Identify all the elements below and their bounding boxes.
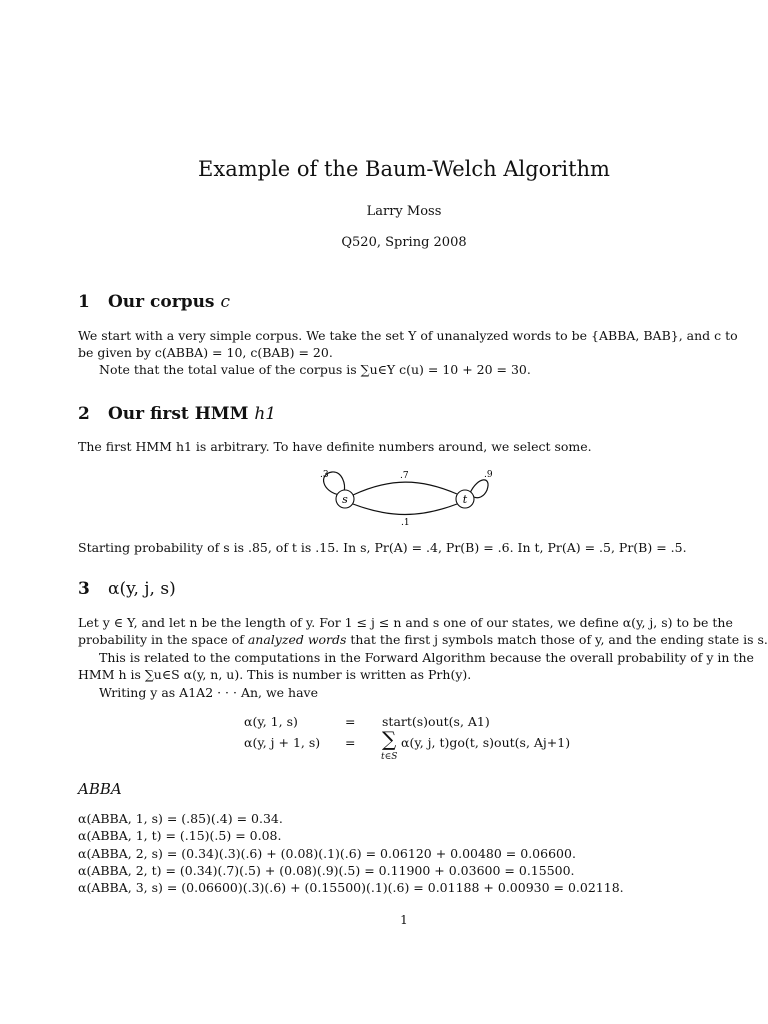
- abba-line-3: α(ABBA, 2, s) = (0.34)(.3)(.6) + (0.08)(.1)(.6) = 0.06120 + 0.00480 = 0.06600.: [78, 846, 576, 861]
- eq1-rhs: start(s)out(s, A1): [382, 714, 490, 729]
- abba-line-5: α(ABBA, 3, s) = (0.06600)(.3)(.6) + (0.15500)(.1)(.6) = 0.01188 + 0.00930 = 0.02118.: [78, 880, 624, 895]
- section-1-line-2: be given by c(ABBA) = 10, c(BAB) = 20.: [78, 345, 333, 360]
- section-2-title: Our first HMM: [108, 404, 249, 424]
- analyzed-words-emphasis: analyzed words: [247, 632, 347, 647]
- section-2-intro: The first HMM h1 is arbitrary. To have definite numbers around, we select some.: [78, 439, 592, 454]
- eq2-rhs: α(y, j, t)go(t, s)out(s, Aj+1): [401, 735, 571, 750]
- section-1-heading: [78, 292, 230, 312]
- section-3-heading: [78, 579, 176, 599]
- arc-s-to-t: [353, 482, 457, 495]
- section-2-math: h1: [254, 404, 277, 424]
- eq2-op: =: [345, 735, 356, 750]
- eq2-lhs: α(y, j + 1, s): [244, 735, 321, 750]
- abba-line-4: α(ABBA, 2, t) = (0.34)(.7)(.5) + (0.08)(.9)(.5) = 0.11900 + 0.03600 = 0.15500.: [78, 863, 575, 878]
- hmm-diagram: [300, 462, 510, 532]
- paper-title: Example of the Baum-Welch Algorithm: [198, 157, 610, 181]
- eq2-sum-sign: ∑: [382, 727, 397, 751]
- arc-t-to-s: [353, 504, 457, 515]
- section-3-p2-line-2: HMM h is ∑u∈S α(y, n, u). This is number is written as Prh(y).: [78, 667, 472, 682]
- section-3-p1-line-1: Let y ∈ Y, and let n be the length of y. For 1 ≤ j ≤ n and s one of our states, we define α(y, j, s) to be the: [78, 615, 733, 630]
- abba-line-2: α(ABBA, 1, t) = (.15)(.5) = 0.08.: [78, 828, 282, 843]
- t-to-s-prob: .1: [401, 518, 410, 528]
- eq1-lhs: α(y, 1, s): [244, 714, 298, 729]
- self-t-prob: .9: [484, 470, 493, 480]
- section-3-p2-line-1: This is related to the computations in the Forward Algorithm because the overall probability of y in the: [99, 650, 754, 665]
- eq2-sum-index: t∈S: [381, 752, 398, 762]
- section-1-number: 1: [78, 292, 90, 312]
- section-3-p3: Writing y as A1A2 · · · An, we have: [99, 685, 319, 700]
- author: Larry Moss: [366, 204, 442, 219]
- course-info: Q520, Spring 2008: [341, 235, 467, 250]
- state-t-label: t: [462, 493, 468, 506]
- section-2-number: 2: [78, 404, 90, 424]
- section-3-p1-line-2: [78, 631, 768, 648]
- eq1-op: =: [345, 714, 356, 729]
- section-1-line-1: We start with a very simple corpus. We take the set Y of unanalyzed words to be {ABBA, BAB}, and c to: [78, 328, 738, 343]
- s-to-t-prob: .7: [400, 471, 409, 481]
- state-s-label: s: [342, 493, 348, 506]
- section-3-number: 3: [78, 579, 90, 599]
- page-number: 1: [400, 913, 408, 927]
- section-3-math: α(y, j, s): [108, 579, 176, 599]
- p1-line2-part-b: that the first j symbols match those of y, and the ending state is s.: [346, 632, 768, 647]
- section-1-math: c: [220, 292, 230, 312]
- section-1-title: Our corpus: [108, 292, 215, 312]
- abba-line-1: α(ABBA, 1, s) = (.85)(.4) = 0.34.: [78, 811, 283, 826]
- section-1-line-3: Note that the total value of the corpus is ∑u∈Y c(u) = 10 + 20 = 30.: [99, 362, 531, 377]
- abba-heading: ABBA: [78, 780, 122, 798]
- starting-probabilities: Starting probability of s is .85, of t is .15. In s, Pr(A) = .4, Pr(B) = .6. In t, Pr(A) = .5, Pr(B) = .5.: [78, 540, 687, 555]
- self-s-prob: .3: [320, 470, 329, 480]
- section-2-heading: [78, 404, 276, 424]
- p1-line2-part-a: probability in the space of: [78, 632, 248, 647]
